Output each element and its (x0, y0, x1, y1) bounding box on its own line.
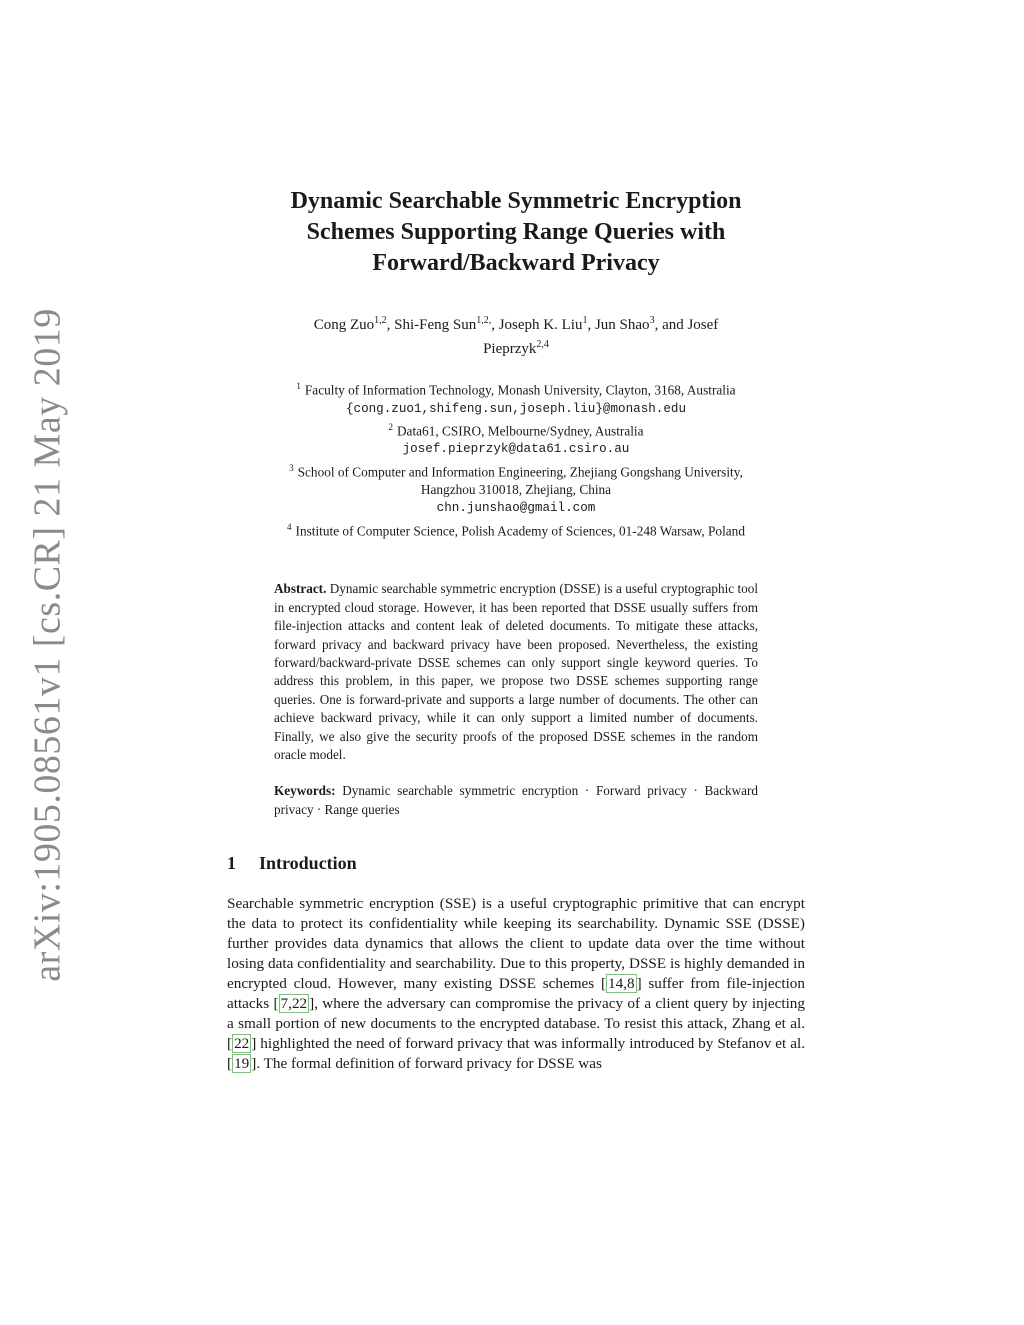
title-line-3: Forward/Backward Privacy (372, 250, 660, 276)
title-line-2: Schemes Supporting Range Queries with (306, 219, 726, 245)
author-name: Cong Zuo (313, 317, 375, 333)
affiliation-1 (227, 377, 805, 400)
author-list (227, 311, 805, 359)
author-name: , and Josef (654, 317, 719, 333)
affiliation-2-email: josef.pieprzyk@data61.csiro.au (402, 442, 630, 457)
abstract (274, 580, 758, 819)
abstract-label: Abstract. (274, 581, 327, 597)
paragraph-text: highlighted the need of forward privacy that was informally introduced by Stefanov et al. (256, 1035, 805, 1053)
abstract-text: Dynamic searchable symmetric encryption (DSSE) is a useful cryptographic tool in encrypted cloud storage. However, it has been reported that DSSE usually suffers from file-injection attacks and content leak of deleted documents. To mitigate these attacks, forward privacy and backward privacy have been proposed. Nevertheless, the existing forward/backward-private DSSE schemes can only support single keyword queries. To address this problem, in this paper, we propose two DSSE schemes supporting range queries. One is forward-private and supports a large number of documents. The other can achieve backward privacy, while it can only support a limited number of documents. Finally, we also give the security proofs of the proposed DSSE schemes in the random oracle model. (274, 581, 759, 762)
section-number: 1 (227, 853, 236, 874)
affiliation-text: Faculty of Information Technology, Monash University, Clayton, 3168, Australia (304, 382, 736, 398)
affiliation-sup: 3 (289, 462, 294, 473)
affiliation-sup: 4 (287, 521, 292, 532)
author-name: , Jun Shao (587, 317, 650, 333)
keywords (274, 782, 758, 819)
paragraph-text: . The formal definition of forward privacy for DSSE was (256, 1055, 602, 1073)
citation-link[interactable]: 19 (234, 1055, 250, 1073)
arxiv-id-text: arXiv:1905.08561v1 [cs.CR] 21 May 2019 (27, 308, 70, 982)
author-affil-sup: 1,2 (374, 315, 387, 326)
citation-link[interactable]: 14,8 (608, 975, 635, 993)
author-line-2 (227, 335, 805, 359)
affiliation-3-line2: Hangzhou 310018, Zhejiang, China (420, 482, 612, 498)
affiliation-3-email: chn.junshao@gmail.com (436, 501, 596, 516)
abstract-body (274, 580, 758, 764)
keywords-text: Dynamic searchable symmetric encryption · Forward privacy · Backward privacy · Range queries (274, 783, 759, 817)
affiliation-sup: 1 (296, 381, 301, 391)
arxiv-identifier-stamp (20, 308, 76, 982)
affiliation-sup: 2 (388, 421, 393, 432)
keywords-label: Keywords: (274, 783, 336, 799)
citation-link[interactable]: 7,22 (280, 995, 308, 1013)
affiliations (227, 377, 805, 540)
section-title: Introduction (259, 853, 357, 874)
title-line-1: Dynamic Searchable Symmetric Encryption (290, 188, 742, 214)
author-name: Pieprzyk (483, 341, 537, 357)
introduction-paragraph: Searchable symmetric encryption (SSE) is a useful cryptographic primitive that can encrypt the data to protect its confidentiality while keeping its searchability. Dynamic SSE (DSSE) further provides data dynamics that allows the client to update data over the time without losing data confidentiality and searchability. Due to this property, DSSE is highly demanded in encrypted cloud. However, many existing DSSE schemes [ 14,8 ] suffer from file-injection attacks [ 7,22 ], where the adversary can compromise the privacy of a client query by injecting a small portion of new documents to the encrypted database. To resist this attack, Zhang et al. [ 22 ] highlighted the need of forward privacy that was informally introduced by Stefanov et al. [ 19 ]. The formal definition of forward privacy for DSSE was (227, 895, 805, 1073)
affiliation-1-email: {cong.zuo1,shifeng.sun,joseph.liu}@monash.edu (345, 401, 687, 416)
citation-link[interactable]: 22 (234, 1035, 250, 1053)
author-affil-sup: 1 (582, 315, 588, 326)
affiliation-2 (227, 418, 805, 441)
author-name: , Shi-Feng Sun (386, 317, 477, 333)
author-affil-sup: 2,4 (536, 339, 549, 350)
author-line-1 (227, 311, 805, 335)
author-affil-sup: 1,2, (476, 315, 492, 326)
affiliation-text: Institute of Computer Science, Polish Academy of Sciences, 01-248 Warsaw, Poland (295, 523, 745, 539)
paper-title (227, 186, 805, 279)
paragraph-text: Searchable symmetric encryption (SSE) is a useful cryptographic primitive that can encrypt the data to protect its confidentiality while keeping its searchability. Dynamic SSE (DSSE) further provides data dynamics that allows the client to update data over the time without losing data confidentiality and searchability. Due to this property, DSSE is highly demanded in encrypted cloud. However, many existing DSSE schemes (227, 895, 805, 993)
affiliation-text: School of Computer and Information Engineering, Zhejiang Gongshang University, (297, 464, 743, 480)
affiliation-text: Data61, CSIRO, Melbourne/Sydney, Australia (396, 423, 644, 439)
author-affil-sup: 3 (649, 315, 655, 326)
section-heading-introduction (227, 853, 805, 874)
paper-page (227, 186, 805, 1074)
paragraph-text: suffer from file-injection attacks (227, 975, 805, 1013)
paragraph-text: , where the adversary can compromise the privacy of a client query by injecting a small portion of new documents to the encrypted database. To resist this attack, Zhang et al. (227, 995, 805, 1033)
affiliation-3 (227, 459, 805, 482)
affiliation-4 (227, 518, 805, 541)
author-name: , Joseph K. Liu (491, 317, 583, 333)
